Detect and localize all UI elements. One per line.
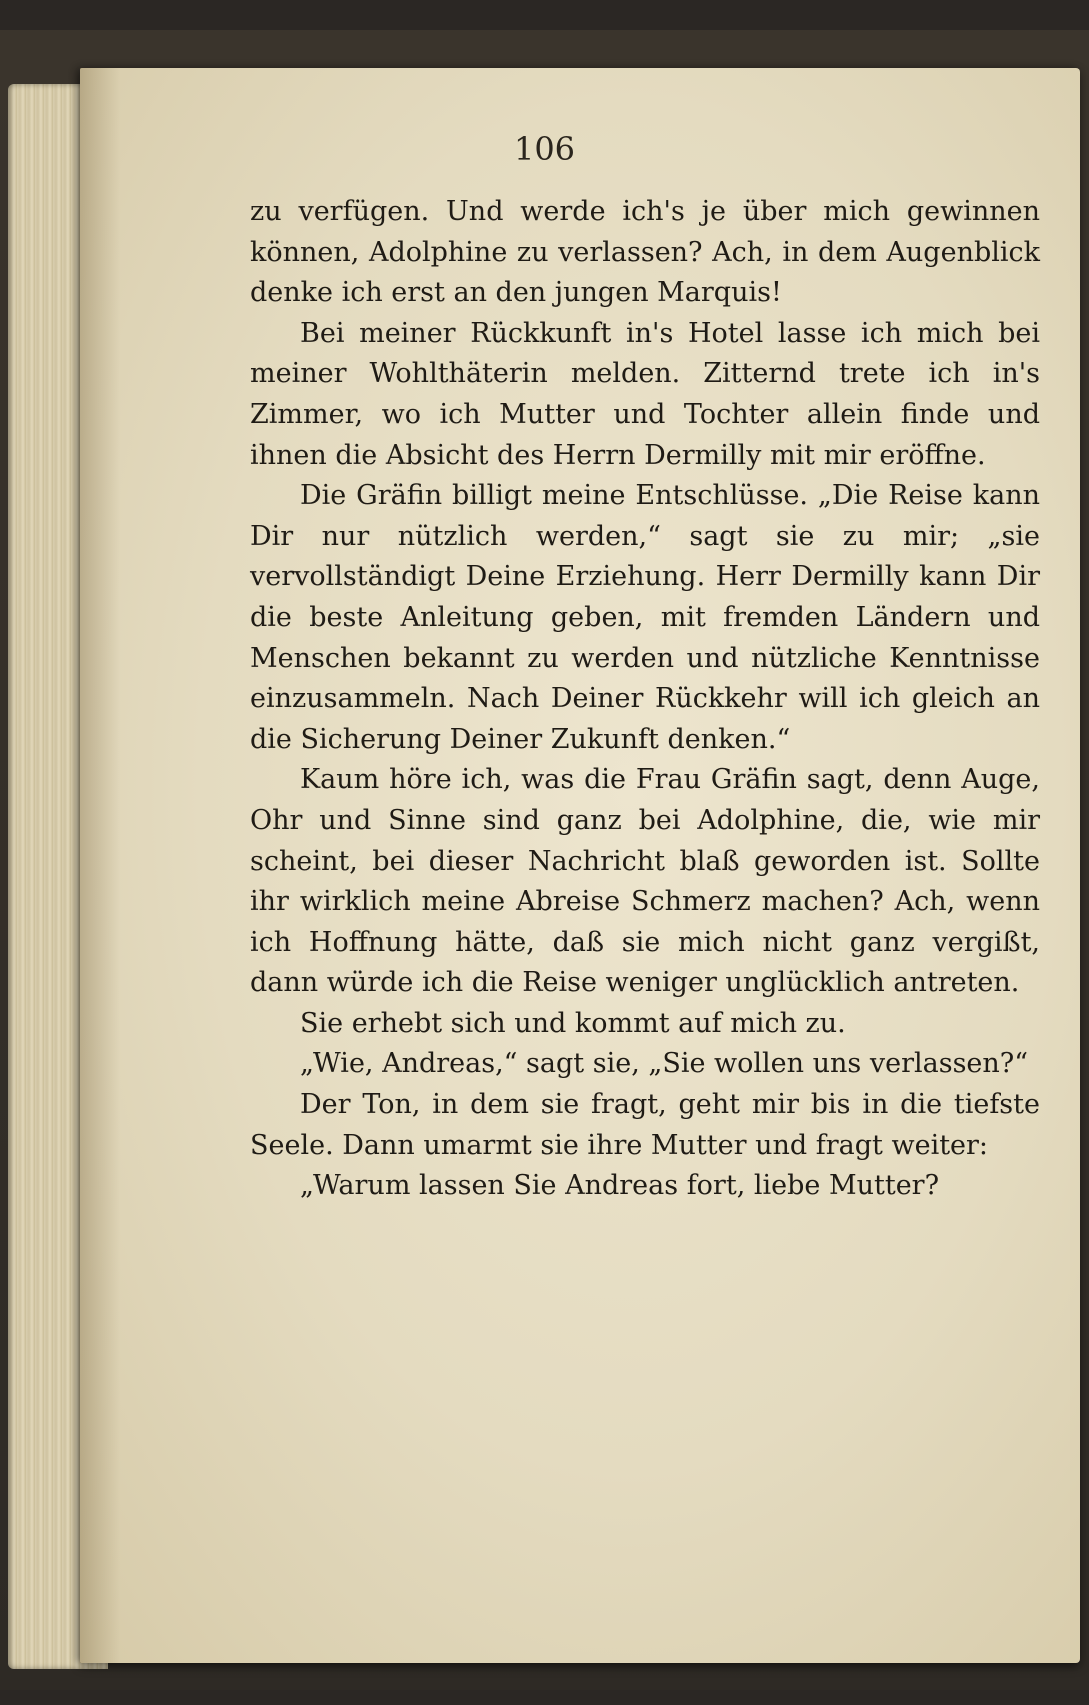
paragraph: „Warum lassen Sie Andreas fort, liebe Mutter? — [300, 1170, 940, 1202]
paragraph: Bei meiner Rückkunft in's Hotel lasse ich mich bei meiner Wohlthäterin melden. Zitternd trete ich in's Zimmer, wo ich Mutter und Tochter allein finde und ihnen die Absicht des Herrn Dermilly mit mir eröffne. — [250, 317, 1040, 471]
paragraph: zu verfügen. Und werde ich's je über mich gewinnen können, Adolphine zu verlassen? Ach, in dem Augenblick denke ich erst an den jungen Marquis! — [250, 196, 1040, 309]
paragraph: Sie erhebt sich und kommt auf mich zu. — [300, 1007, 846, 1039]
paragraph: Der Ton, in dem sie fragt, geht mir bis in die tiefste Seele. Dann umarmt sie ihre Mutter und fragt weiter: — [250, 1089, 1040, 1161]
paragraph: Die Gräfin billigt meine Entschlüsse. „Die Reise kann Dir nur nützlich werden,“ sagt sie zu mir; „sie vervollständigt Deine Erziehung. Herr Dermilly kann Dir die beste Anleitung geben, mit fremden Ländern und Menschen bekannt zu werden und nützliche Kenntnisse einzusammeln. Nach Deiner Rückkehr will ich gleich an die Sicherung Deiner Zukunft denken.“ — [250, 480, 1040, 755]
page-number: 106 — [513, 130, 576, 168]
page-text — [250, 192, 1040, 1207]
page-gutter-shadow — [80, 68, 120, 1663]
paragraph: Kaum höre ich, was die Frau Gräfin sagt, denn Auge, Ohr und Sinne sind ganz bei Adolphine, die, wie mir scheint, bei dieser Nachricht blaß geworden ist. Sollte ihr wirklich meine Abreise Schmerz machen? Ach, wenn ich Hoffnung hätte, daß sie mich nicht ganz vergißt, dann würde ich die Reise weniger unglücklich antreten. — [250, 764, 1040, 999]
paragraph: „Wie, Andreas,“ sagt sie, „Sie wollen uns verlassen?“ — [300, 1048, 1029, 1080]
